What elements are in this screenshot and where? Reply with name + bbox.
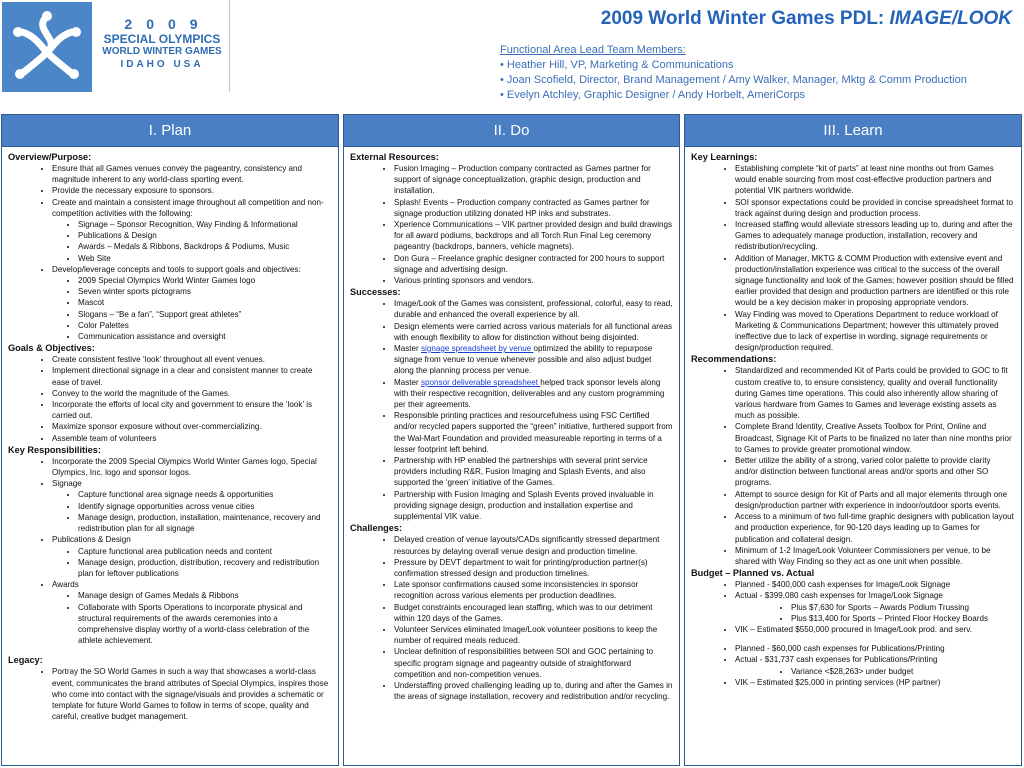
signage-spreadsheet-link[interactable]: signage spreadsheet by venue	[421, 344, 534, 354]
list-item: • Actual - $399,080 cash expenses for Image/Look Signage • Plus $7,630 for Sports – Awards Podium Trussing • Plus $13,400 for Sports – Printed Floor Hockey Boards	[735, 590, 1015, 624]
list-item: • Awards • Manage design of Games Medals & Ribbons • Collaborate with Sports Operations to incorporate physical and structural requirements of the awards ceremonies into a comprehensive display worthy of a world-class celebration of the athlete achievement.	[52, 579, 332, 646]
overview-title: Overview/Purpose:	[8, 152, 92, 162]
list-item: • Manage design, production, installation, maintenance, recovery and redistribution plan for all signage	[78, 512, 332, 534]
list-item: • Plus $13,400 for Sports – Printed Floor Hockey Boards	[791, 613, 1015, 624]
list-item: • Complete Brand Identity, Creative Assets Toolbox for Print, Online and Broadcast, Signage Kit of Parts to be finalized no later than nine months prior to Games to provide greater promotional window.	[735, 421, 1015, 455]
list-item: • Variance <$28,263> under budget	[791, 666, 1015, 677]
list-item: • Convey to the world the magnitude of the Games.	[52, 388, 332, 399]
page-title	[601, 8, 1012, 30]
list-item: • Don Gura – Freelance graphic designer contracted for 200 hours to support signage and advertising design.	[394, 253, 673, 275]
list-item: • Slogans – “Be a fan”, “Support great athletes”	[78, 309, 332, 320]
list-item: • Planned - $60,000 cash expenses for Publications/Printing	[735, 643, 1015, 654]
list-item: • Responsible printing practices and resourcefulness using FSC Certified and/or recycled papers supported the “green” initiative, furthered support from the Wal-Mart Foundation and provided measureable reporting in terms of a lesser footprint left behind.	[394, 410, 673, 455]
logo-year: 2009	[124, 16, 212, 32]
list-item: • Publications & Design • Capture functional area publication needs and content • Manage design, production, distribution, recovery and redistribution plan for leftover publications	[52, 534, 332, 579]
logo-line-1: SPECIAL OLYMPICS	[103, 32, 221, 46]
challenges-title: Challenges:	[350, 523, 403, 534]
plan-column	[1, 114, 339, 766]
list-item: • Budget constraints encouraged lean staffing, which was to our detriment within 120 days of the Games.	[394, 602, 673, 624]
list-item: • Awards – Medals & Ribbons, Backdrops & Podiums, Music	[78, 241, 332, 252]
list-item: • Addition of Manager, MKTG & COMM Production with extensive event and production/installation experience was critical to the success of the overall signage functionality and look of the Games; however position should be filled earlier provided that design and production partners are identified or this role would be a key decision maker in proposing appropriate vendors.	[735, 253, 1015, 309]
page-title-emphasis: IMAGE/LOOK	[889, 8, 1012, 29]
list-item: • Communication assistance and oversight	[78, 331, 332, 342]
list-item: • Seven winter sports pictograms	[78, 286, 332, 297]
logo	[0, 0, 230, 92]
list-item: • Way Finding was moved to Operations Department to reduce workload of Marketing & Communications Department; however this ultimately proved ineffective due to lack of expertise in wording, signage requirements or design/production required.	[735, 309, 1015, 354]
list-item: • Partnership with Fusion Imaging and Splash Events proved invaluable in providing signage design, production and installation expertise and supplemental VIK value.	[394, 489, 673, 523]
list-item: • Unclear definition of responsibilities between SOI and GOC pertaining to specific program signage and pageantry outside of straightforward competition and non-competition venues.	[394, 646, 673, 680]
list-item: • Access to a minimum of two full-time graphic designers with publication layout and production experience, for 90-120 days leading up to Games for publication and collateral design.	[735, 511, 1015, 545]
plan-header: I. Plan	[2, 115, 338, 147]
do-header: II. Do	[344, 115, 679, 147]
do-column	[343, 114, 680, 766]
list-item: • Capture functional area signage needs & opportunities	[78, 489, 332, 500]
list-item: • Pressure by DEVT department to wait for printing/production partner(s) confirmation stressed design and production timelines.	[394, 557, 673, 579]
team-member: • Joan Scofield, Director, Brand Management / Amy Walker, Manager, Mktg & Comm Production	[500, 74, 967, 86]
list-item: • VIK – Estimated $550,000 procured in Image/Look prod. and serv.	[735, 624, 1015, 635]
list-item: • Create consistent festive ‘look’ throughout all event venues.	[52, 354, 332, 365]
list-item: • Identify signage opportunities across venue cities	[78, 501, 332, 512]
list-item: • Develop/leverage concepts and tools to support goals and objectives: • 2009 Special Olympics World Winter Games logo • Seven winter sports pictograms • Mascot • Slogans – “Be a fan”, “Support great athletes” • Color Palettes • Communication assistance and oversight	[52, 264, 332, 342]
recommendations-title: Recommendations:	[691, 354, 777, 365]
list-item: • Master sponsor deliverable spreadsheet helped track sponsor levels along with their respective recognition, deliverables and any custom programming per their agreements.	[394, 377, 673, 411]
key-learnings-title: Key Learnings:	[691, 152, 758, 162]
list-item: • Provide the necessary exposure to sponsors.	[52, 185, 332, 196]
list-item: • Understaffing proved challenging leading up to, during and after the Games in the areas of signage installation, recovery and redistribution and/or recycling.	[394, 680, 673, 702]
list-item: • Late sponsor confirmations caused some inconsistencies in sponsor recognition across various elements per production deadlines.	[394, 579, 673, 601]
learn-header: III. Learn	[685, 115, 1021, 147]
team-member: • Heather Hill, VP, Marketing & Communications	[500, 59, 734, 71]
list-item: • Maximize sponsor exposure without over-commercializing.	[52, 421, 332, 432]
list-item: • Incorporate the 2009 Special Olympics World Winter Games logo, Special Olympics, Inc. logo and sponsor logos.	[52, 456, 332, 478]
list-item: • Plus $7,630 for Sports – Awards Podium Trussing	[791, 602, 1015, 613]
list-item: • Image/Look of the Games was consistent, professional, colorful, easy to read, durable and enhanced the overall experience by all.	[394, 298, 673, 320]
list-item: • Capture functional area publication needs and content	[78, 546, 332, 557]
list-item: • Create and maintain a consistent image throughout all competition and non-competition activities with the following: • Signage – Sponsor Recognition, Way Finding & Informational • Publications & Design • Awards – Medals & Ribbons, Backdrops & Podiums, Music • Web Site	[52, 197, 332, 264]
list-item: • Portray the SO World Games in such a way that showcases a world-class event, communicates the brand attributes of Special Olympics, inspires those who come into contact with the signage/visuals and provides a schematic or template for future World Games to follow in terms of scope, quality and careful, creative budget management.	[52, 666, 332, 722]
list-item: • Splash! Events – Production company contracted as Games partner for signage production utilizing donated HP inks and substrates.	[394, 197, 673, 219]
team-heading: Functional Area Lead Team Members:	[500, 44, 686, 56]
goals-title: Goals & Objectives:	[8, 343, 95, 354]
list-item: • Publications & Design	[78, 230, 332, 241]
legacy-title: Legacy:	[8, 655, 43, 666]
logo-divider	[0, 0, 230, 92]
list-item: • Various printing sponsors and vendors.	[394, 275, 673, 286]
list-item: • VIK – Estimated $25,000 in printing services (HP partner)	[735, 677, 1015, 688]
list-item: • Volunteer Services eliminated Image/Look volunteer positions to keep the number of required meals reduced.	[394, 624, 673, 646]
list-item: • Implement directional signage in a clear and consistent manner to create ease of travel.	[52, 365, 332, 387]
list-item: • Fusion Imaging – Production company contracted as Games partner for support of signage conceptualization, graphic design, production and installation.	[394, 163, 673, 197]
list-item: • Standardized and recommended Kit of Parts could be provided to GOC to fit custom creative to, to ensure consistency, quality and overall functionality during Games time operations. This could also inherently allow sharing of various hardware from Games to Games and leverage existing assets as much as possible.	[735, 365, 1015, 421]
logo-line-2: WORLD WINTER GAMES	[102, 46, 222, 57]
list-item: • Signage • Capture functional area signage needs & opportunities • Identify signage opportunities across venue cities • Manage design, production, installation, maintenance, recovery and redistribution plan for all signage	[52, 478, 332, 534]
team-members	[500, 43, 967, 103]
list-item: • SOI sponsor expectations could be provided in concise spreadsheet format to track against during design and production process.	[735, 197, 1015, 219]
sponsor-spreadsheet-link[interactable]: sponsor deliverable spreadsheet	[421, 377, 541, 387]
list-item: • Assemble team of volunteers	[52, 433, 332, 444]
list-item: • Collaborate with Sports Operations to incorporate physical and structural requirements of the awards ceremonies into a comprehensive display worthy of a world-class celebration of the athlete achievement.	[78, 602, 332, 647]
budget-title: Budget – Planned vs. Actual	[691, 568, 815, 579]
list-item: • Ensure that all Games venues convey the pageantry, consistency and magnitude inherent to any world-class sporting event.	[52, 163, 332, 185]
list-item: • Manage design of Games Medals & Ribbons	[78, 590, 332, 601]
list-item: • Establishing complete “kit of parts” at least nine months out from Games would enable sourcing from most cost-effective production partners and potential VIK partners worldwide.	[735, 163, 1015, 197]
list-item: • Planned - $400,000 cash expenses for Image/Look Signage	[735, 579, 1015, 590]
list-item: • Incorporate the efforts of local city and government to ensure the ‘look’ is carried out.	[52, 399, 332, 421]
successes-title: Successes:	[350, 287, 401, 298]
list-item: • Design elements were carried across various materials for all functional areas with enough flexibility to allow for distinction without being disjointed.	[394, 321, 673, 343]
list-item: • Increased staffing would alleviate stressors leading up to, during and after the Games to adequately manage production, installation, recovery and redistribution/recycling.	[735, 219, 1015, 253]
list-item: • Better utilize the ability of a strong, varied color palette to provide clarity and/or distinction between functional areas and/or sports and other SO programs.	[735, 455, 1015, 489]
list-item: • Manage design, production, distribution, recovery and redistribution plan for leftover publications	[78, 557, 332, 579]
team-member: • Evelyn Atchley, Graphic Designer / Andy Horbelt, AmeriCorps	[500, 89, 806, 101]
list-item: • Xperience Communications – VIK partner provided design and build drawings for all award podiums, backdrops and all Torch Run Final Leg ceremony pageantry (backdrops, banners, vehicle magnets).	[394, 219, 673, 253]
list-item: • Web Site	[78, 253, 332, 264]
list-item: • Actual - $31,737 cash expenses for Publications/Printing • Variance <$28,263> under budget	[735, 654, 1015, 676]
logo-line-3: IDAHO USA	[120, 59, 204, 70]
learn-column	[684, 114, 1022, 766]
list-item: • Partnership with HP enabled the partnerships with several print service providers including R&R, Fusion Imaging and Splash Events, and also supported the ‘green’ initiative of the Games.	[394, 455, 673, 489]
page-title-main: 2009 World Winter Games PDL:	[600, 8, 890, 29]
list-item: • Attempt to source design for Kit of Parts and all major elements through one design/production partner with experience in indoor/outdoor sports events.	[735, 489, 1015, 511]
list-item: • 2009 Special Olympics World Winter Games logo	[78, 275, 332, 286]
responsibilities-title: Key Responsibilities:	[8, 444, 101, 455]
external-resources-title: External Resources:	[350, 152, 439, 162]
list-item: • Signage – Sponsor Recognition, Way Finding & Informational	[78, 219, 332, 230]
list-item: • Delayed creation of venue layouts/CADs significantly stressed department resources by delaying overall venue design and production timeline.	[394, 534, 673, 556]
list-item: • Master signage spreadsheet by venue optimized the ability to repurpose signage from venue to venue whenever possible and also adjust budget along the planning process per venue.	[394, 343, 673, 377]
list-item: • Minimum of 1-2 Image/Look Volunteer Commissioners per venue, to be shared with Way Finding so they act as one unit when possible.	[735, 545, 1015, 567]
list-item: • Mascot	[78, 297, 332, 308]
list-item: • Color Palettes	[78, 320, 332, 331]
